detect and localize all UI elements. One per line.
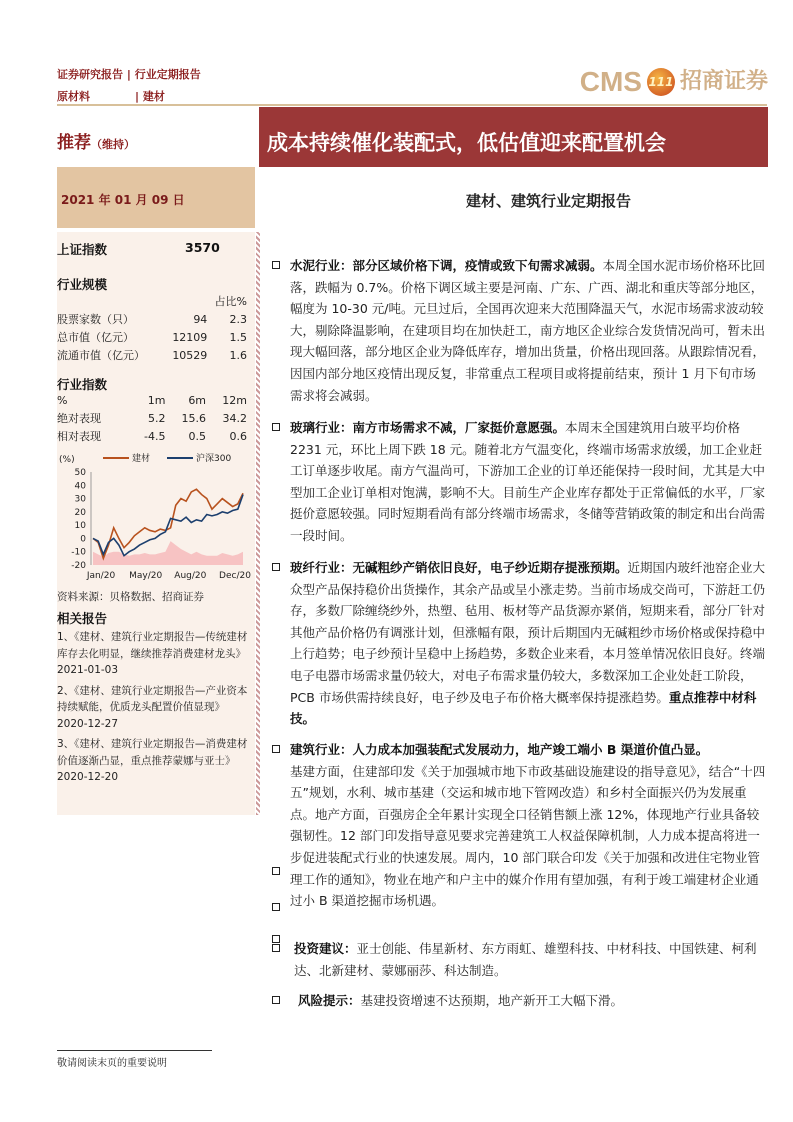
separator: | bbox=[126, 68, 131, 81]
cell: 0.6 bbox=[229, 429, 247, 443]
legend-label: 建材 bbox=[132, 454, 151, 464]
cell: 5.2 bbox=[147, 411, 166, 425]
related-date: 2020-12-20 bbox=[57, 771, 119, 783]
y-tick-label: 20 bbox=[74, 507, 86, 518]
bullet-icon bbox=[272, 563, 280, 571]
related-report[interactable] bbox=[57, 629, 249, 679]
section-construction bbox=[272, 739, 768, 912]
section-head: 玻纤行业：无碱粗纱产销依旧良好，电子纱近期存提涨预期。 bbox=[290, 560, 628, 575]
chart-source: 资料来源：贝格数据、招商证券 bbox=[57, 591, 204, 603]
header-divider bbox=[57, 104, 767, 106]
related-date: 2021-01-03 bbox=[57, 664, 119, 676]
cell: 15.6 bbox=[181, 411, 207, 425]
related-report[interactable] bbox=[57, 683, 249, 733]
related-text[interactable]: 2、《建材、建筑行业定期报告—产业资本持续赋能，优质龙头配置价值显现》 bbox=[57, 684, 248, 713]
rating-note: （维持） bbox=[91, 138, 135, 151]
section-text: 基建投资增速不达预期，地产新开工大幅下滑。 bbox=[360, 993, 624, 1008]
bullet-icon bbox=[272, 261, 280, 269]
row-share: 1.5 bbox=[229, 330, 247, 344]
report-subtitle: 建材、建筑行业定期报告 bbox=[465, 192, 631, 210]
cell: 0.5 bbox=[188, 429, 207, 443]
y-tick-label: -10 bbox=[71, 547, 86, 558]
logo-chinese: 招商证券 bbox=[679, 69, 768, 94]
rating bbox=[57, 128, 135, 153]
logo-latin: CMS bbox=[579, 66, 642, 97]
table-row bbox=[57, 427, 247, 445]
related-title: 相关报告 bbox=[57, 611, 108, 626]
cell: 34.2 bbox=[222, 411, 247, 425]
section-text: 本周全国水泥市场价格环比回落，跌幅为 0.7%。价格下调区域主要是河南、广东、广西、湖北和重庆等部分地区，幅度为 10-30 元/吨。元旦过后，全国再次迎来大范围降温天气，水泥市场需求波动较大，剔除降温影响，在建项目均在加快赶工，南方地区企业综合发货情况尚可，暂未出现大幅回落，部分地区企业为降低库存，增加出货量，价格出现回落。从跟踪情况看，因国内部分地区疫情出现反复，非常重点工程项目或将提前结束，预计 1 月下旬市场需求将会减弱。 bbox=[290, 258, 766, 403]
sector: 建材 bbox=[142, 90, 165, 103]
share-header: 占比% bbox=[214, 295, 247, 308]
y-tick-label: 10 bbox=[74, 521, 86, 532]
header-line-1 bbox=[57, 66, 201, 82]
bullet-icon bbox=[272, 867, 280, 875]
row-label: 总市值（亿元） bbox=[57, 331, 134, 344]
y-tick-label: 30 bbox=[74, 494, 86, 505]
main-content bbox=[272, 255, 768, 1015]
related-text[interactable]: 1、《建材、建筑行业定期报告—传统建材库存去化明显，继续推荐消费建材龙头》 bbox=[57, 631, 248, 660]
section-fiberglass bbox=[272, 557, 768, 730]
section-cement bbox=[272, 255, 768, 406]
row-value: 12109 bbox=[172, 330, 208, 344]
bullet-icon bbox=[272, 745, 280, 753]
section-text: 亚士创能、伟星新材、东方雨虹、雄塑科技、中材科技、中国铁建、柯利达、北新建材、蒙娜丽莎、科达制造。 bbox=[294, 941, 757, 978]
index-value: 3570 bbox=[185, 240, 220, 255]
col-header: 1m bbox=[147, 394, 166, 407]
table-row bbox=[57, 409, 247, 427]
sidebar bbox=[57, 232, 255, 815]
section-head: 水泥行业：部分区域价格下调，疫情或致下旬需求减弱。 bbox=[290, 258, 603, 273]
x-tick-label: Aug/20 bbox=[174, 571, 207, 581]
table-row bbox=[57, 328, 247, 346]
section-text: 基建方面，住建部印发《关于加强城市地下市政基础设施建设的指导意见》，结合“十四五”规划，水利、城市基建（交运和城市地下管网改造）和乡村全面振兴仍为发展重点。地产方面，百强房企全年累计实现全口径销售额上涨 12%，体现地产行业具备较强韧性。12 部门印发指导意见要求完善建筑工人权益保障机制，人力成本提高将进一步促进装配式行业的快速发展。周内，10 部门联合印发《关于加强和改进住宅物业管理工作的通知》，物业在地产和户主中的媒介作用有望加强，有利于竣工端建材企业通过小 B 渠道挖掘市场机遇。 bbox=[290, 763, 766, 909]
related-list bbox=[57, 629, 249, 786]
scale-table bbox=[57, 292, 247, 364]
perf-table bbox=[57, 392, 247, 445]
bullet-icon bbox=[272, 944, 280, 952]
related-text[interactable]: 3、《建材、建筑行业定期报告—消费建材价值逐渐凸显，重点推荐蒙娜与亚士》 bbox=[57, 738, 248, 767]
legend-label: 沪深300 bbox=[196, 454, 232, 464]
x-tick-label: Jan/20 bbox=[86, 571, 116, 581]
related-report[interactable] bbox=[57, 736, 249, 786]
row-value: 94 bbox=[193, 312, 208, 326]
col-header: % bbox=[57, 394, 68, 407]
row-label: 流通市值（亿元） bbox=[57, 349, 145, 362]
cms-logo bbox=[540, 64, 768, 100]
sidebar-border bbox=[256, 232, 260, 815]
section-glass bbox=[272, 417, 768, 547]
perf-title: 行业指数 bbox=[57, 377, 108, 392]
x-tick-label: Dec/20 bbox=[219, 571, 251, 581]
table-row bbox=[57, 310, 247, 328]
row-label: 绝对表现 bbox=[57, 412, 101, 425]
bullet-icon bbox=[272, 423, 280, 431]
relative-area bbox=[93, 541, 243, 565]
section-text: 近期国内玻纤池窑企业大众型产品保持稳价出货操作，其余产品或呈小涨走势。当前市场成交尚可，下游赶工仍存，多数厂除缠绕纱外，热塑、毡用、板材等产品货源亦紧俏，短期来看，部分厂针对其他产品价格仍有调涨计划，但涨幅有限，预计后期国内无碱粗纱市场价格或保持稳中上行趋势；电子纱预计呈稳中上扬趋势，多数企业来看，本月签单情况依旧良好。终端电子电器市场需求量仍较大，对电子布需求量仍较大，多数深加工企业处赶工阶段，PCB 市场供需持续良好，电子纱及电子布价格大概率保持提涨趋势。 bbox=[290, 560, 766, 705]
scale-title: 行业规模 bbox=[57, 277, 108, 292]
performance-chart bbox=[57, 450, 255, 590]
section-head: 建筑行业：人力成本加强装配式发展动力，地产竣工端小 B 渠道价值凸显。 bbox=[290, 742, 709, 757]
rating-label: 推荐 bbox=[57, 133, 91, 153]
y-tick-label: 50 bbox=[74, 468, 86, 478]
y-tick-label: 40 bbox=[74, 481, 86, 492]
bullet-icon bbox=[272, 996, 280, 1004]
row-label: 相对表现 bbox=[57, 430, 101, 443]
y-tick-label: -20 bbox=[71, 561, 86, 571]
report-category: 证券研究报告 bbox=[57, 68, 123, 81]
row-value: 10529 bbox=[172, 348, 208, 362]
index-label: 上证指数 bbox=[57, 242, 108, 257]
row-share: 2.3 bbox=[229, 312, 247, 326]
bullet-icon bbox=[272, 903, 280, 911]
section-head: 玻璃行业：南方市场需求不减，厂家挺价意愿强。 bbox=[290, 420, 566, 435]
sector-group: 原材料 bbox=[57, 90, 90, 103]
y-axis-label: (%) bbox=[59, 455, 75, 465]
section-head: 投资建议： bbox=[294, 941, 357, 956]
header-line-2 bbox=[57, 88, 165, 104]
footer-note: 敬请阅读末页的重要说明 bbox=[57, 1050, 212, 1069]
report-date: 2021 年 01 月 09 日 bbox=[57, 167, 255, 228]
col-header: 12m bbox=[222, 394, 247, 407]
row-share: 1.6 bbox=[229, 348, 247, 362]
row-label: 股票家数（只） bbox=[57, 313, 134, 326]
table-row bbox=[57, 346, 247, 364]
report-title: 成本持续催化装配式，低估值迎来配置机会 bbox=[259, 107, 768, 167]
related-date: 2020-12-27 bbox=[57, 717, 119, 730]
separator: | bbox=[135, 90, 140, 103]
col-header: 6m bbox=[188, 394, 207, 407]
logo-mark-icon: 111 bbox=[647, 68, 675, 96]
key-recommendation: 重点推荐中材科技。 bbox=[290, 689, 757, 727]
section-text: 本周末全国建筑用白玻平均价格 2231 元，环比上周下跌 18 元。随着北方气温变化，终端市场需求放缓，加工企业赶工订单逐步收尾。南方气温尚可，下游加工企业的订单还能保持一段时间，尤其是大中型加工企业订单相对饱满，影响不大。目前生产企业库存都处于正常偏低的水平，厂家挺价意愿较强。同时短期看尚有部分终端市场需求，冬储等营销政策的制定和出台尚需一段时间。 bbox=[290, 420, 766, 543]
report-type: 行业定期报告 bbox=[134, 68, 201, 81]
section-investment bbox=[272, 938, 768, 981]
section-head: 风险提示： bbox=[298, 993, 361, 1008]
y-tick-label: 0 bbox=[80, 534, 86, 545]
cell: -4.5 bbox=[143, 429, 166, 443]
x-tick-label: May/20 bbox=[129, 571, 163, 581]
section-risk bbox=[272, 990, 768, 1012]
